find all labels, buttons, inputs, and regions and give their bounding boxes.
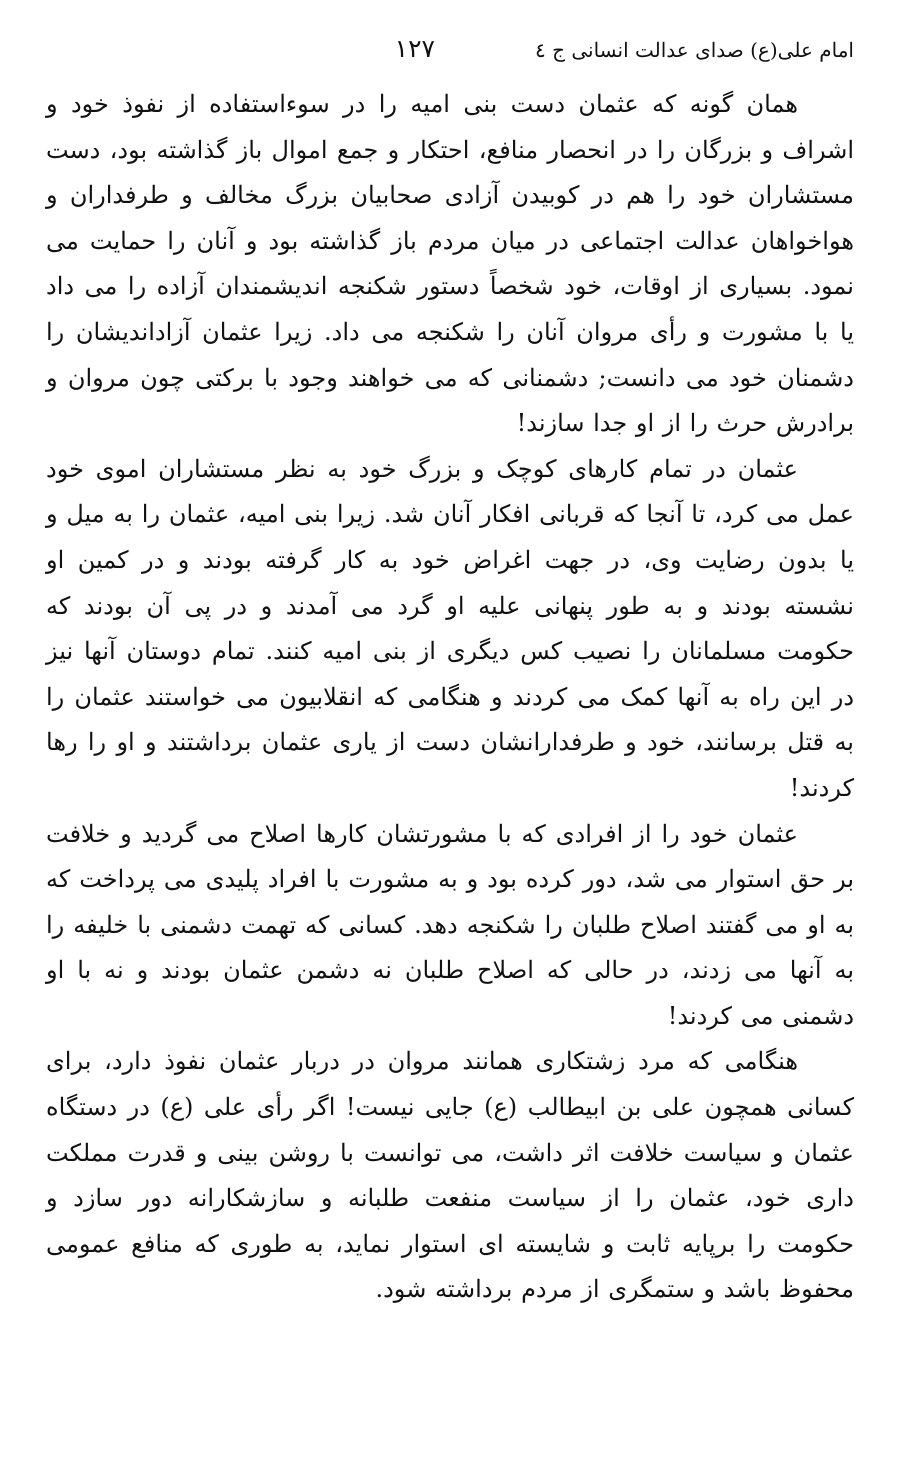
paragraph: عثمان خود را از افرادی که با مشورتشان کارها اصلاح می گردید و خلافت بر حق استوار می شد، دور کرده بود و به مشورت با افراد پلیدی می پرداخت که به او می گفتند اصلاح طلبان را شکنجه دهد. کسانی که تهمت دشمنی با خلیفه را به آنها می زدند، در حالی که اصلاح طلبان نه دشمن عثمان بودند و نه با او دشمنی می کردند! xyxy=(46,819,854,1030)
page-header xyxy=(46,34,854,74)
body-text xyxy=(46,82,854,1313)
paragraph: همان گونه که عثمان دست بنی امیه را در سوءاستفاده از نفوذ خود و اشراف و بزرگان را در انحصار منافع، احتکار و جمع اموال باز گذاشته بود، دست مستشاران خود را هم در کوبیدن آزادی صحابیان بزرگ مخالف و طرفداران و هواخواهان عدالت اجتماعی در میان مردم باز گذاشته بود و آنان را حمایت می نمود. بسیاری از اوقات، خود شخصاً دستور شکنجه اندیشمندان آزاده را می داد یا با مشورت و رأی مروان آنان را شکنجه می داد. زیرا عثمان آزاداندیشان را دشمنان خود می دانست; دشمنانی که می خواهند وجود با برکتی چون مروان و برادرش حرث را از او جدا سازند! xyxy=(46,90,855,438)
paragraph: هنگامی که مرد زشتکاری همانند مروان در دربار عثمان نفوذ دارد، برای کسانی همچون علی بن ابیطالب (ع) جایی نیست! اگر رأی علی (ع) در دستگاه عثمان و سیاست خلافت اثر داشت، می توانست با روشن بینی و قدرت مملکت داری خود، عثمان را از سیاست منفعت طلبانه و سازشکارانه دور سازد و حکومت را برپایه ثابت و شایسته ای استوار نماید، به طوری که منافع عمومی محفوظ باشد و ستمگری از مردم برداشته شود. xyxy=(46,1047,854,1304)
paragraph: عثمان در تمام کارهای کوچک و بزرگ خود به نظر مستشاران اموی خود عمل می کرد، تا آنجا که قربانی افکار آنان شد. زیرا بنی امیه، عثمان را به میل و یا بدون رضایت وی، در جهت اغراض خود به کار گرفته بودند و در کمین او نشسته بودند و به طور پنهانی علیه او گرد می آمدند و در پی آن بودند که حکومت مسلمانان را نصیب کس دیگری از بنی امیه کنند. تمام دوستان آنها نیز در این راه به آنها کمک می کردند و هنگامی که انقلابیون می خواستند عثمان را به قتل برسانند، خود و طرفدارانشان دست از یاری عثمان برداشتند و او را رها کردند! xyxy=(46,454,854,802)
page-number: ١٢٧ xyxy=(394,34,435,63)
running-title: امام علی(ع) صدای عدالت انسانی ج ٤ xyxy=(534,38,854,62)
